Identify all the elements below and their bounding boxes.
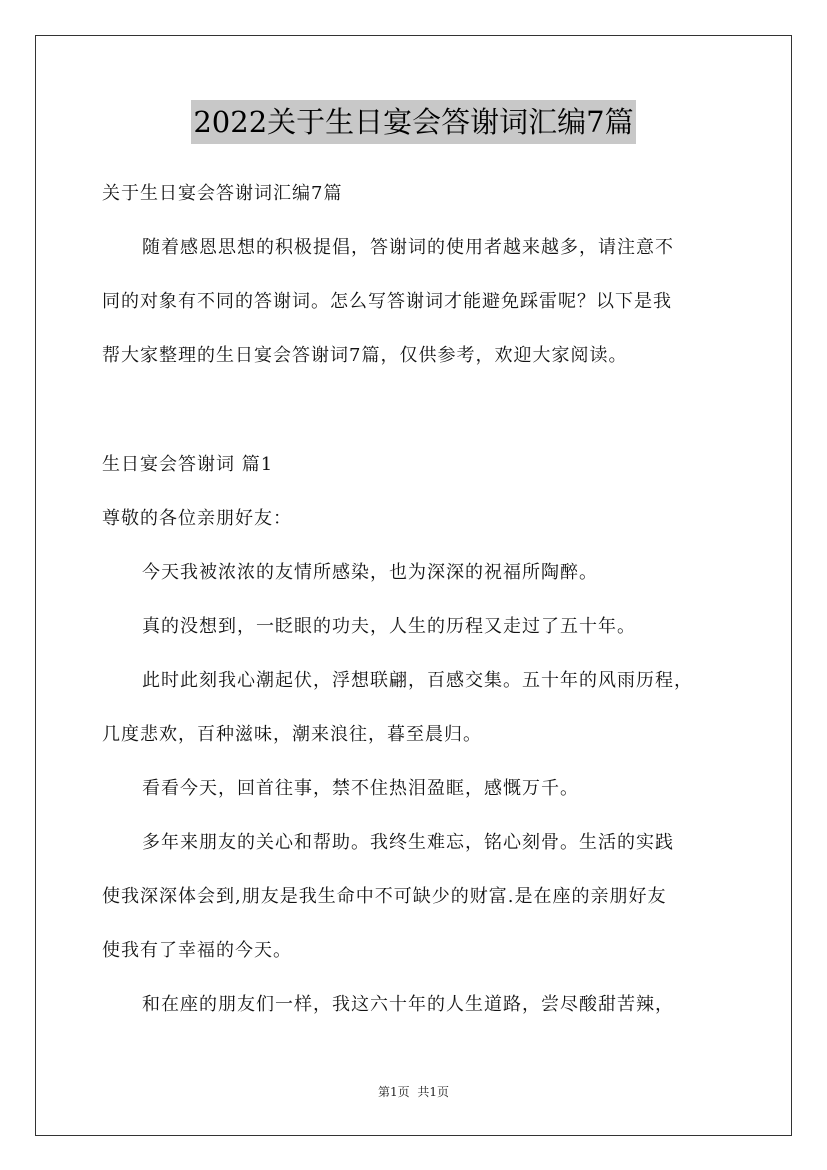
body-line-2: 真的没想到，一眨眼的功夫，人生的历程又走过了五十年。 [142, 616, 636, 637]
document-title: 2022关于生日宴会答谢词汇编7篇 [191, 100, 635, 144]
body-line-9: 和在座的朋友们一样，我这六十年的人生道路，尝尽酸甜苦辣， [142, 994, 674, 1015]
page-footer [0, 1083, 827, 1100]
body-line-8: 使我有了幸福的今天。 [102, 940, 292, 961]
intro-line-2: 同的对象有不同的答谢词。怎么写答谢词才能避免踩雷呢？以下是我 [102, 291, 672, 312]
intro-line-3: 帮大家整理的生日宴会答谢词7篇，仅供参考，欢迎大家阅读。 [102, 345, 628, 366]
section-heading: 生日宴会答谢词 篇1 [102, 454, 274, 475]
document-subtitle: 关于生日宴会答谢词汇编7篇 [102, 183, 343, 204]
salutation: 尊敬的各位亲朋好友： [102, 508, 292, 529]
body-line-6: 多年来朋友的关心和帮助。我终生难忘，铭心刻骨。生活的实践 [142, 832, 674, 853]
body-line-7: 使我深深体会到,朋友是我生命中不可缺少的财富.是在座的亲朋好友 [102, 886, 667, 907]
page-number: 第1页 [377, 1085, 410, 1099]
body-line-5: 看看今天，回首往事，禁不住热泪盈眶，感慨万千。 [142, 778, 579, 799]
body-line-3: 此时此刻我心潮起伏，浮想联翩，百感交集。五十年的风雨历程， [142, 670, 693, 691]
body-line-4: 几度悲欢，百种滋味，潮来浪往，暮至晨归。 [102, 724, 482, 745]
intro-line-1: 随着感恩思想的积极提倡，答谢词的使用者越来越多，请注意不 [142, 237, 674, 258]
page-total: 共1页 [417, 1085, 450, 1099]
body-line-1: 今天我被浓浓的友情所感染，也为深深的祝福所陶醉。 [142, 562, 598, 583]
title-container [0, 100, 827, 144]
